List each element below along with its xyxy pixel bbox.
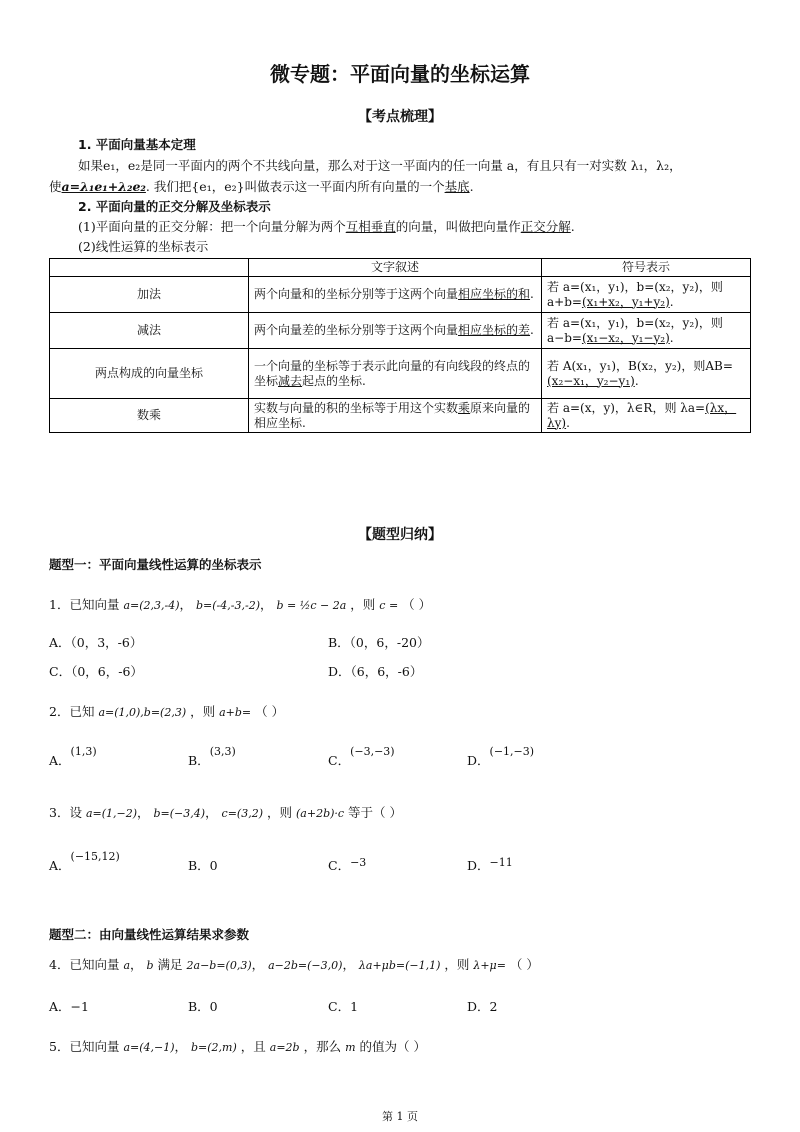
q3-option-c: C．−3 <box>328 856 367 873</box>
q4-equation-2: a−2b=(−3,0) <box>268 959 343 972</box>
page-title: 微专题：平面向量的坐标运算 <box>270 62 530 86</box>
row-description: 两个向量和的坐标分别等于这两个向量相应坐标的和. <box>249 277 542 313</box>
q3-option-d: D．−11 <box>467 856 513 873</box>
q5-stem: 5．已知向量 a=(4,−1)， b=(2,m) ，且 a=2b ，那么 m 的值为（ ） <box>49 1039 426 1054</box>
q4-option-b: B．0 <box>188 999 218 1014</box>
table-header-cell <box>50 259 249 277</box>
point1-text-line2: 使a=λ₁e₁+λ₂e₂. 我们把{e₁，e₂}叫做表示这一平面内所有向量的一个基底. <box>49 179 474 194</box>
q2-option-c: C．(−3,−3) <box>328 745 395 768</box>
q3-option-b: B．0 <box>188 858 218 873</box>
type2-heading: 题型二：由向量线性运算结果求参数 <box>49 927 250 942</box>
q2-option-a: A．(1,3) <box>49 745 97 768</box>
row-symbol: 若 a=(x，y)，λ∈R，则 λa=(λx，λy). <box>542 399 751 433</box>
q1-option-b: B．（0，6，-20） <box>328 635 430 650</box>
point2-text-line1: (1)平面向量的正交分解：把一个向量分解为两个互相垂直的向量，叫做把向量作正交分解. <box>78 219 575 234</box>
q3-vector-b: b=(−3,4) <box>153 807 206 820</box>
q4-stem: 4．已知向量 a， b 满足 2a−b=(0,3)， a−2b=(−3,0)， λa+μb=(−1,1) ，则 λ+μ= （ ） <box>49 957 539 972</box>
point2-heading: 2. 平面向量的正交分解及坐标表示 <box>78 199 271 214</box>
row-symbol: 若 a=(x₁，y₁)，b=(x₂，y₂)，则 a+b=(x₁+x₂，y₁+y₂). <box>542 277 751 313</box>
row-name: 数乘 <box>50 399 249 433</box>
q1-vector-c: c = <box>379 599 399 612</box>
q2-expression: a+b= <box>219 706 252 719</box>
q1-option-a: A．（0，3，-6） <box>49 635 143 650</box>
section-heading-key-points: 【考点梳理】 <box>358 109 442 125</box>
q4-option-a: A．−1 <box>49 999 89 1014</box>
q2-option-d: D．(−1,−3) <box>467 745 535 768</box>
q4-expression: λ+μ= <box>473 959 506 972</box>
table-row <box>50 399 751 433</box>
q1-stem: 1．已知向量 a=(2,3,-4)， b=(-4,-3,-2)， b = ½c − 2a ，则 c = （ ） <box>49 597 432 612</box>
point2-text-line2: (2)线性运算的坐标表示 <box>78 239 209 254</box>
row-name: 加法 <box>50 277 249 313</box>
q1-equation: b = ½c − 2a <box>276 599 347 612</box>
q1-vector-b: b=(-4,-3,-2) <box>196 599 260 612</box>
q1-option-d: D．（6，6，-6） <box>328 664 423 679</box>
q5-vector-b: b=(2,m) <box>191 1041 237 1054</box>
row-symbol: 若 a=(x₁，y₁)，b=(x₂，y₂)，则 a−b=(x₁−x₂，y₁−y₂). <box>542 313 751 349</box>
q4-option-d: D．2 <box>467 999 498 1014</box>
point1-text-line1: 如果e₁，e₂是同一平面内的两个不共线向量，那么对于这一平面内的任一向量 a，有且只有一对实数 λ₁，λ₂， <box>78 158 682 173</box>
q5-relation: a=2b <box>269 1041 300 1054</box>
q2-condition: a=(1,0),b=(2,3) <box>98 706 187 719</box>
table-header-row <box>50 259 751 277</box>
basis-term: 基底 <box>444 179 470 194</box>
q2-option-b: B．(3,3) <box>188 745 236 768</box>
table-row <box>50 313 751 349</box>
q3-expression: (a+2b)·c <box>296 807 345 820</box>
row-description: 实数与向量的积的坐标等于用这个实数乘原来向量的相应坐标. <box>249 399 542 433</box>
row-description: 一个向量的坐标等于表示此向量的有向线段的终点的坐标减去起点的坐标. <box>249 349 542 399</box>
table-row <box>50 277 751 313</box>
q3-stem: 3．设 a=(1,−2)， b=(−3,4)， c=(3,2) ，则 (a+2b)·c 等于（ ） <box>49 805 403 820</box>
q3-option-a: A．(−15,12) <box>49 850 120 873</box>
q3-vector-a: a=(1,−2) <box>85 807 138 820</box>
q1-vector-a: a=(2,3,-4) <box>123 599 180 612</box>
q4-equation-1: 2a−b=(0,3) <box>186 959 252 972</box>
q5-vector-a: a=(4,−1) <box>123 1041 175 1054</box>
q2-stem: 2．已知 a=(1,0),b=(2,3) ，则 a+b= （ ） <box>49 704 285 719</box>
row-description: 两个向量差的坐标分别等于这两个向量相应坐标的差. <box>249 313 542 349</box>
section-heading-question-types: 【题型归纳】 <box>358 527 442 543</box>
row-name: 两点构成的向量坐标 <box>50 349 249 399</box>
table-header-cell: 文字叙述 <box>249 259 542 277</box>
row-name: 减法 <box>50 313 249 349</box>
q4-option-c: C．1 <box>328 999 359 1014</box>
q4-equation-3: λa+μb=(−1,1) <box>358 959 441 972</box>
basis-formula: a=λ₁e₁+λ₂e₂ <box>61 179 146 194</box>
q1-option-c: C．（0，6，-6） <box>49 664 143 679</box>
page-number: 第 1 页 <box>382 1110 418 1123</box>
point1-heading: 1. 平面向量基本定理 <box>78 137 196 152</box>
row-symbol: 若 A(x₁，y₁)，B(x₂，y₂)，则AB=(x₂−x₁，y₂−y₁). <box>542 349 751 399</box>
coordinate-operations-table <box>49 258 751 433</box>
table-row <box>50 349 751 399</box>
q3-vector-c: c=(3,2) <box>221 807 264 820</box>
table-header-cell: 符号表示 <box>542 259 751 277</box>
type1-heading: 题型一：平面向量线性运算的坐标表示 <box>49 557 262 572</box>
